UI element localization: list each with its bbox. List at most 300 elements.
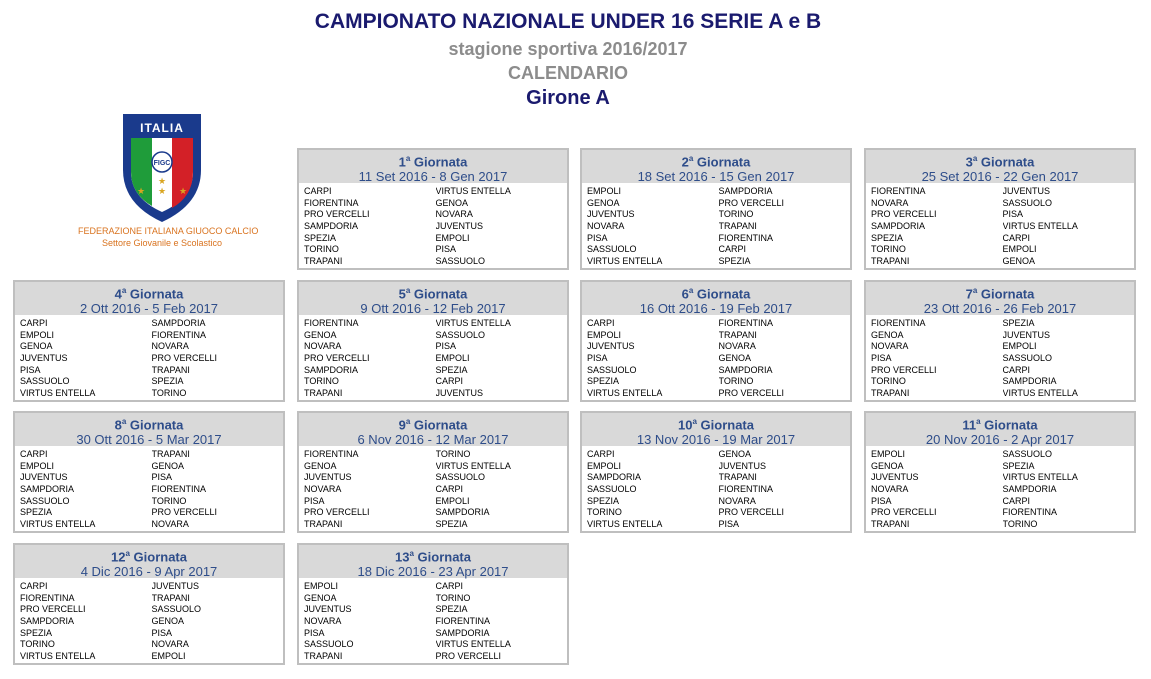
round-number	[15, 282, 283, 301]
away-team: SAMPDORIA	[435, 627, 490, 638]
match-row	[304, 365, 567, 377]
match-row	[304, 449, 567, 461]
match-row	[587, 353, 850, 365]
ordinal-suffix: a	[692, 417, 697, 426]
home-team: EMPOLI	[304, 581, 339, 591]
match-row	[304, 318, 567, 330]
ordinal-suffix: a	[121, 286, 127, 295]
match-row	[304, 198, 567, 210]
home-team: TORINO	[304, 376, 339, 387]
round-card	[864, 148, 1136, 270]
ordinal-suffix: a	[688, 286, 694, 295]
home-team: PRO VERCELLI	[304, 209, 370, 220]
match-row	[20, 593, 283, 605]
round-dates: 20 Nov 2016 - 2 Apr 2017	[925, 432, 1075, 448]
away-team: TRAPANI	[151, 449, 190, 459]
match-row	[871, 496, 1134, 508]
match-row	[871, 209, 1134, 221]
away-team: SASSUOLO	[151, 604, 202, 615]
away-team: GENOA	[151, 460, 185, 471]
away-team: SAMPDORIA	[718, 186, 773, 196]
match-row	[871, 233, 1134, 245]
round-dates: 2 Ott 2016 - 5 Feb 2017	[79, 301, 219, 317]
match-row	[587, 507, 850, 519]
away-team: SASSUOLO	[1002, 197, 1053, 208]
home-team: JUVENTUS	[304, 604, 352, 615]
match-row	[871, 256, 1134, 268]
away-team: GENOA	[1002, 256, 1036, 267]
away-team: PISA	[718, 519, 740, 530]
home-team: PRO VERCELLI	[871, 507, 937, 518]
match-row	[304, 519, 567, 531]
match-row	[304, 341, 567, 353]
match-row	[587, 221, 850, 233]
match-row	[304, 353, 567, 365]
match-row	[587, 244, 850, 256]
home-team: SAMPDORIA	[20, 616, 75, 627]
round-ordinal: 4	[114, 286, 122, 302]
round-card	[580, 411, 852, 533]
away-team: GENOA	[718, 449, 752, 459]
away-team: GENOA	[718, 353, 752, 364]
match-row	[20, 461, 283, 473]
match-row	[20, 651, 283, 663]
away-team: JUVENTUS	[435, 221, 484, 232]
round-label: Giornata	[693, 154, 751, 170]
home-team: NOVARA	[304, 341, 342, 352]
match-row	[20, 318, 283, 330]
home-team: GENOA	[871, 329, 904, 340]
round-header	[866, 282, 1134, 315]
away-team: VIRTUS ENTELLA	[1002, 388, 1078, 399]
home-team: PISA	[304, 627, 325, 638]
match-row	[871, 318, 1134, 330]
away-team: FIORENTINA	[718, 484, 774, 495]
round-ordinal: 5	[398, 286, 406, 302]
figc-logo	[78, 112, 259, 252]
away-team: SAMPDORIA	[1002, 376, 1057, 387]
match-row	[871, 484, 1134, 496]
match-row	[304, 604, 567, 616]
away-team: SAMPDORIA	[435, 507, 490, 518]
away-team: NOVARA	[151, 639, 189, 650]
round-card	[297, 411, 569, 533]
round-dates: 13 Nov 2016 - 19 Mar 2017	[636, 432, 796, 448]
match-row	[20, 341, 283, 353]
match-row	[871, 244, 1134, 256]
away-team: FIORENTINA	[151, 484, 207, 495]
home-team: PRO VERCELLI	[304, 507, 370, 518]
away-team: EMPOLI	[435, 232, 470, 243]
away-team: FIORENTINA	[718, 232, 774, 243]
match-row	[587, 365, 850, 377]
away-team: EMPOLI	[435, 353, 470, 364]
round-ordinal: 13	[395, 549, 410, 565]
match-row	[587, 449, 850, 461]
away-team: SAMPDORIA	[151, 318, 206, 328]
home-team: JUVENTUS	[587, 209, 635, 220]
away-team: JUVENTUS	[151, 581, 200, 591]
match-row	[871, 507, 1134, 519]
away-team: SASSUOLO	[435, 329, 486, 340]
away-team: SPEZIA	[1002, 318, 1035, 328]
federation-name: FEDERAZIONE ITALIANA GIUOCO CALCIO	[78, 226, 259, 236]
home-team: FIORENTINA	[304, 449, 359, 459]
ordinal-suffix: a	[121, 417, 127, 426]
match-row	[20, 628, 283, 640]
home-team: VIRTUS ENTELLA	[587, 519, 663, 530]
round-card	[297, 543, 569, 665]
match-list	[866, 183, 1134, 268]
match-row	[871, 388, 1134, 400]
away-team: SPEZIA	[435, 519, 468, 530]
away-team: TRAPANI	[718, 221, 757, 232]
away-team: EMPOLI	[1002, 341, 1037, 352]
away-team: TORINO	[718, 376, 754, 387]
home-team: EMPOLI	[587, 460, 622, 471]
match-row	[871, 376, 1134, 388]
ordinal-suffix: a	[972, 286, 978, 295]
home-team: TORINO	[304, 244, 339, 255]
home-team: FIORENTINA	[871, 318, 926, 328]
round-label: Giornata	[410, 154, 468, 170]
home-team: FIORENTINA	[871, 186, 926, 196]
home-team: SASSUOLO	[304, 639, 354, 650]
match-row	[871, 353, 1134, 365]
home-team: TRAPANI	[871, 519, 910, 530]
match-row	[20, 616, 283, 628]
round-dates: 9 Ott 2016 - 12 Feb 2017	[360, 301, 506, 317]
match-row	[304, 376, 567, 388]
match-row	[587, 198, 850, 210]
home-team: SAMPDORIA	[871, 221, 926, 232]
round-ordinal: 12	[111, 549, 126, 565]
away-team: SASSUOLO	[435, 472, 486, 483]
home-team: SPEZIA	[20, 507, 53, 518]
home-team: EMPOLI	[20, 460, 55, 471]
away-team: TRAPANI	[718, 472, 757, 483]
round-number	[866, 282, 1134, 301]
home-team: PRO VERCELLI	[871, 364, 937, 375]
home-team: FIORENTINA	[20, 592, 75, 603]
match-row	[587, 256, 850, 268]
home-team: FIORENTINA	[304, 197, 359, 208]
ordinal-suffix: a	[976, 417, 981, 426]
match-row	[20, 496, 283, 508]
match-row	[20, 472, 283, 484]
match-row	[871, 461, 1134, 473]
round-ordinal: 1	[398, 154, 406, 170]
away-team: CARPI	[1002, 232, 1031, 243]
round-header	[299, 150, 567, 183]
round-dates: 18 Dic 2016 - 23 Apr 2017	[357, 564, 509, 580]
round-label: Giornata	[980, 417, 1038, 433]
home-team: PISA	[587, 353, 608, 364]
away-team: NOVARA	[718, 341, 756, 352]
round-label: Giornata	[413, 549, 471, 565]
away-team: CARPI	[435, 376, 464, 387]
home-team: TRAPANI	[871, 388, 910, 399]
home-team: GENOA	[304, 460, 337, 471]
home-team: TORINO	[587, 507, 622, 518]
home-team: SAMPDORIA	[304, 221, 359, 232]
round-number	[866, 150, 1134, 169]
away-team: VIRTUS ENTELLA	[435, 186, 511, 196]
match-row	[871, 186, 1134, 198]
svg-text:★: ★	[157, 176, 167, 186]
round-number	[299, 413, 567, 432]
home-team: SPEZIA	[20, 627, 53, 638]
match-row	[587, 376, 850, 388]
match-list	[15, 446, 283, 531]
round-card	[580, 148, 852, 270]
match-row	[871, 519, 1134, 531]
away-team: GENOA	[151, 616, 185, 627]
match-row	[304, 616, 567, 628]
round-dates: 25 Set 2016 - 22 Gen 2017	[921, 169, 1079, 185]
match-row	[20, 388, 283, 400]
home-team: SPEZIA	[304, 232, 337, 243]
home-team: TRAPANI	[304, 388, 343, 399]
match-row	[587, 209, 850, 221]
home-team: GENOA	[20, 341, 53, 352]
away-team: PRO VERCELLI	[435, 651, 502, 662]
round-dates: 16 Ott 2016 - 19 Feb 2017	[639, 301, 793, 317]
round-card	[864, 411, 1136, 533]
home-team: JUVENTUS	[20, 472, 68, 483]
round-ordinal: 8	[114, 417, 122, 433]
home-team: NOVARA	[871, 197, 909, 208]
away-team: TORINO	[151, 388, 187, 399]
home-team: SASSUOLO	[20, 495, 70, 506]
home-team: PISA	[871, 495, 892, 506]
match-row	[304, 388, 567, 400]
round-card	[580, 280, 852, 402]
round-header	[866, 413, 1134, 446]
round-dates: 4 Dic 2016 - 9 Apr 2017	[80, 564, 218, 580]
home-team: TRAPANI	[304, 519, 343, 530]
away-team: VIRTUS ENTELLA	[435, 639, 511, 650]
home-team: SPEZIA	[587, 376, 620, 387]
match-row	[871, 472, 1134, 484]
match-row	[871, 341, 1134, 353]
match-row	[20, 507, 283, 519]
match-row	[587, 330, 850, 342]
home-team: EMPOLI	[20, 329, 55, 340]
home-team: TRAPANI	[871, 256, 910, 267]
away-team: FIORENTINA	[1002, 507, 1058, 518]
away-team: SPEZIA	[151, 376, 184, 387]
home-team: FIORENTINA	[304, 318, 359, 328]
round-header	[15, 545, 283, 578]
match-row	[304, 651, 567, 663]
round-label: Giornata	[410, 286, 468, 302]
away-team: TORINO	[718, 209, 754, 220]
away-team: JUVENTUS	[718, 460, 767, 471]
round-card	[864, 280, 1136, 402]
match-row	[20, 581, 283, 593]
match-row	[304, 484, 567, 496]
away-team: TORINO	[435, 449, 471, 459]
match-row	[871, 365, 1134, 377]
round-number	[582, 413, 850, 432]
home-team: PRO VERCELLI	[871, 209, 937, 220]
season-subtitle: stagione sportiva 2016/2017	[448, 39, 688, 59]
round-label: Giornata	[977, 154, 1035, 170]
home-team: CARPI	[304, 186, 332, 196]
away-team: SAMPDORIA	[718, 364, 773, 375]
away-team: VIRTUS ENTELLA	[1002, 221, 1078, 232]
round-card	[297, 148, 569, 270]
match-row	[587, 341, 850, 353]
away-team: FIORENTINA	[151, 329, 207, 340]
home-team: GENOA	[587, 197, 620, 208]
svg-text:★: ★	[178, 186, 188, 196]
home-team: SASSUOLO	[587, 484, 637, 495]
match-row	[587, 496, 850, 508]
shield-title: ITALIA	[140, 121, 184, 135]
federation-sector: Settore Giovanile e Scolastico	[101, 238, 223, 248]
match-row	[871, 330, 1134, 342]
home-team: JUVENTUS	[587, 341, 635, 352]
round-number	[15, 413, 283, 432]
match-row	[304, 221, 567, 233]
round-number	[299, 282, 567, 301]
ordinal-suffix: a	[972, 154, 978, 163]
round-header	[299, 545, 567, 578]
home-team: GENOA	[304, 592, 337, 603]
away-team: PISA	[1002, 209, 1024, 220]
away-team: PRO VERCELLI	[151, 507, 218, 518]
home-team: PRO VERCELLI	[20, 604, 86, 615]
round-card	[13, 411, 285, 533]
match-row	[587, 484, 850, 496]
round-ordinal: 11	[962, 417, 977, 433]
home-team: NOVARA	[304, 484, 342, 495]
round-header	[299, 413, 567, 446]
match-row	[20, 519, 283, 531]
match-list	[299, 578, 567, 663]
home-team: EMPOLI	[871, 449, 906, 459]
match-list	[866, 446, 1134, 531]
away-team: CARPI	[1002, 364, 1031, 375]
home-team: SAMPDORIA	[304, 364, 359, 375]
page-title: CAMPIONATO NAZIONALE UNDER 16 SERIE A e B	[314, 10, 822, 33]
match-list	[299, 183, 567, 268]
round-dates: 18 Set 2016 - 15 Gen 2017	[637, 169, 795, 185]
home-team: PISA	[587, 232, 608, 243]
round-number	[15, 545, 283, 564]
home-team: SAMPDORIA	[587, 472, 642, 483]
home-team: NOVARA	[871, 484, 909, 495]
match-row	[20, 330, 283, 342]
match-list	[15, 315, 283, 400]
home-team: GENOA	[871, 460, 904, 471]
round-ordinal: 10	[678, 417, 693, 433]
match-row	[304, 233, 567, 245]
away-team: NOVARA	[718, 495, 756, 506]
away-team: CARPI	[435, 484, 464, 495]
ordinal-suffix: a	[688, 154, 694, 163]
home-team: JUVENTUS	[871, 472, 919, 483]
away-team: TORINO	[151, 495, 187, 506]
home-team: PISA	[20, 364, 41, 375]
round-ordinal: 6	[681, 286, 689, 302]
round-header	[15, 282, 283, 315]
away-team: NOVARA	[151, 519, 189, 530]
round-header	[15, 413, 283, 446]
ordinal-suffix: a	[409, 549, 414, 558]
away-team: SASSUOLO	[435, 256, 486, 267]
round-label: Giornata	[410, 417, 468, 433]
away-team: CARPI	[1002, 495, 1031, 506]
home-team: CARPI	[20, 581, 48, 591]
round-number	[582, 282, 850, 301]
away-team: TRAPANI	[718, 329, 757, 340]
away-team: SPEZIA	[718, 256, 751, 267]
away-team: EMPOLI	[1002, 244, 1037, 255]
away-team: JUVENTUS	[1002, 329, 1051, 340]
match-row	[304, 639, 567, 651]
round-header	[582, 282, 850, 315]
home-team: JUVENTUS	[304, 472, 352, 483]
match-list	[15, 578, 283, 663]
match-row	[304, 496, 567, 508]
away-team: FIORENTINA	[718, 318, 774, 328]
match-row	[304, 330, 567, 342]
away-team: NOVARA	[435, 209, 473, 220]
home-team: PISA	[871, 353, 892, 364]
away-team: SASSUOLO	[1002, 353, 1053, 364]
round-number	[299, 150, 567, 169]
round-label: Giornata	[693, 286, 751, 302]
away-team: VIRTUS ENTELLA	[435, 318, 511, 328]
match-row	[20, 353, 283, 365]
home-team: JUVENTUS	[20, 353, 68, 364]
home-team: EMPOLI	[587, 186, 622, 196]
away-team: PISA	[435, 244, 457, 255]
round-card	[13, 280, 285, 402]
round-header	[299, 282, 567, 315]
ordinal-suffix: a	[405, 286, 411, 295]
away-team: PRO VERCELLI	[718, 197, 785, 208]
home-team: VIRTUS ENTELLA	[587, 256, 663, 267]
home-team: SASSUOLO	[20, 376, 70, 387]
match-row	[304, 186, 567, 198]
match-row	[304, 256, 567, 268]
match-row	[304, 628, 567, 640]
home-team: VIRTUS ENTELLA	[20, 519, 96, 530]
round-ordinal: 3	[965, 154, 973, 170]
away-team: PRO VERCELLI	[151, 353, 218, 364]
away-team: PISA	[435, 341, 457, 352]
match-row	[587, 461, 850, 473]
round-ordinal: 2	[681, 154, 689, 170]
home-team: NOVARA	[587, 221, 625, 232]
home-team: VIRTUS ENTELLA	[20, 651, 96, 662]
round-card	[297, 280, 569, 402]
home-team: CARPI	[20, 449, 48, 459]
home-team: NOVARA	[304, 616, 342, 627]
away-team: SASSUOLO	[1002, 449, 1053, 459]
home-team: TRAPANI	[304, 651, 343, 662]
home-team: PISA	[304, 495, 325, 506]
home-team: VIRTUS ENTELLA	[20, 388, 96, 399]
match-list	[582, 183, 850, 268]
match-list	[299, 315, 567, 400]
match-row	[304, 581, 567, 593]
calendar-subtitle: CALENDARIO	[508, 63, 628, 83]
